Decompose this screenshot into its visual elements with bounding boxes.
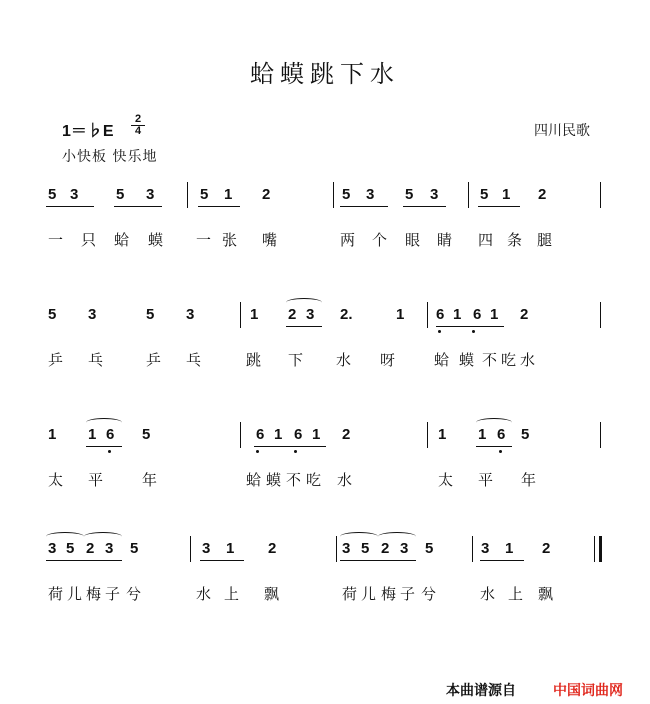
note: 1 (250, 306, 259, 323)
duration-underline (403, 206, 446, 207)
barline (427, 422, 428, 448)
note: 3 (70, 186, 79, 203)
lyric-char: 兮 (421, 585, 437, 603)
note: 3 (400, 540, 409, 557)
lyric-char: 不 (482, 351, 498, 369)
lyric-char: 太 (438, 471, 454, 489)
note: 5 (342, 186, 351, 203)
lyric-char: 子 (400, 585, 416, 603)
lyric-char: 乒 (48, 351, 64, 369)
duration-underline (340, 560, 416, 561)
note: 6 (473, 306, 482, 323)
duration-underline (478, 206, 520, 207)
note: 1 (478, 426, 487, 443)
note: 2 (520, 306, 529, 323)
lyric-char: 梅 (86, 585, 102, 603)
note: 6 (436, 306, 445, 323)
duration-underline (114, 206, 162, 207)
note: 3 (342, 540, 351, 557)
lyric-char: 嘴 (262, 231, 278, 249)
duration-underline (480, 560, 524, 561)
note: 3 (430, 186, 439, 203)
time-signature-top: 2 (134, 113, 142, 125)
note: 3 (48, 540, 57, 557)
low-octave-dot (108, 450, 111, 453)
barline (472, 536, 473, 562)
lyric-char: 乓 (88, 351, 104, 369)
note: 1 (274, 426, 283, 443)
note: 1 (396, 306, 405, 323)
note: 5 (405, 186, 414, 203)
note: 1 (312, 426, 321, 443)
footer-site-name: 中国词曲网 (553, 683, 623, 699)
lyric-char: 乒 (146, 351, 162, 369)
key-signature: 1＝♭E (62, 123, 114, 140)
note: 3 (202, 540, 211, 557)
lyric-char: 蛤 (246, 471, 262, 489)
lyric-char: 跳 (246, 351, 262, 369)
lyric-char: 只 (81, 231, 97, 249)
lyric-char: 蛤 (114, 231, 130, 249)
note: 2 (268, 540, 277, 557)
duration-underline (46, 560, 122, 561)
lyric-char: 蟆 (266, 471, 282, 489)
lyric-char: 太 (48, 471, 64, 489)
slur-arc (340, 532, 378, 541)
note: 5 (116, 186, 125, 203)
barline (240, 422, 241, 448)
note: 5 (521, 426, 530, 443)
lyric-char: 腿 (537, 231, 553, 249)
note: 3 (366, 186, 375, 203)
lyric-char: 一 (48, 231, 64, 249)
lyric-char: 平 (88, 471, 104, 489)
lyric-char: 眼 (405, 231, 421, 249)
final-barline-thin (594, 536, 595, 562)
barline (190, 536, 191, 562)
barline (333, 182, 334, 208)
lyric-char: 年 (521, 471, 537, 489)
duration-underline (254, 446, 326, 447)
time-signature (130, 114, 146, 137)
lyric-char: 水 (337, 471, 353, 489)
lyric-char: 蟆 (459, 351, 475, 369)
note: 1 (48, 426, 57, 443)
duration-underline (200, 560, 244, 561)
lyric-char: 荷 (342, 585, 358, 603)
note: 1 (88, 426, 97, 443)
note: 2. (340, 306, 353, 323)
barline (600, 422, 601, 448)
barline (600, 302, 601, 328)
lyric-char: 兮 (126, 585, 142, 603)
lyric-char: 乓 (186, 351, 202, 369)
note: 1 (490, 306, 499, 323)
note: 6 (497, 426, 506, 443)
barline (600, 182, 601, 208)
note: 5 (480, 186, 489, 203)
slur-arc (46, 532, 84, 541)
lyric-char: 张 (222, 231, 238, 249)
lyric-char: 两 (340, 231, 356, 249)
note: 5 (146, 306, 155, 323)
note: 5 (48, 306, 57, 323)
note: 2 (538, 186, 547, 203)
low-octave-dot (256, 450, 259, 453)
lyric-char: 水 (196, 585, 212, 603)
note: 1 (505, 540, 514, 557)
lyric-char: 睛 (437, 231, 453, 249)
lyric-char: 平 (478, 471, 494, 489)
note: 1 (438, 426, 447, 443)
barline (187, 182, 188, 208)
lyric-char: 水 (520, 351, 536, 369)
time-signature-bottom: 4 (134, 125, 142, 137)
lyric-char: 儿 (67, 585, 83, 603)
note: 3 (186, 306, 195, 323)
lyric-char: 上 (508, 585, 524, 603)
lyric-char: 飘 (264, 585, 280, 603)
song-title: 蛤蟆跳下水 (250, 60, 400, 88)
note: 1 (224, 186, 233, 203)
lyric-char: 呀 (380, 351, 396, 369)
barline (336, 536, 337, 562)
duration-underline (476, 446, 512, 447)
tempo-marking: 小快板 快乐地 (62, 149, 158, 165)
note: 5 (425, 540, 434, 557)
barline (468, 182, 469, 208)
lyric-char: 条 (507, 231, 523, 249)
note: 2 (262, 186, 271, 203)
note: 3 (306, 306, 315, 323)
lyric-char: 四 (478, 231, 494, 249)
lyric-char: 年 (142, 471, 158, 489)
lyric-char: 一 (196, 231, 212, 249)
note: 1 (502, 186, 511, 203)
lyric-char: 梅 (381, 585, 397, 603)
slur-arc (286, 298, 322, 307)
low-octave-dot (499, 450, 502, 453)
lyric-char: 蟆 (148, 231, 164, 249)
barline (427, 302, 428, 328)
lyric-char: 吃 (306, 471, 322, 489)
note: 2 (342, 426, 351, 443)
note: 6 (256, 426, 265, 443)
slur-arc (86, 418, 122, 427)
lyric-char: 上 (224, 585, 240, 603)
note: 6 (106, 426, 115, 443)
barline (240, 302, 241, 328)
duration-underline (86, 446, 122, 447)
note: 5 (200, 186, 209, 203)
note: 3 (481, 540, 490, 557)
duration-underline (340, 206, 388, 207)
duration-underline (198, 206, 240, 207)
lyric-char: 不 (286, 471, 302, 489)
lyric-char: 荷 (48, 585, 64, 603)
slur-arc (476, 418, 512, 427)
note: 5 (48, 186, 57, 203)
slur-arc (378, 532, 416, 541)
final-barline-thick (599, 536, 602, 562)
note: 6 (294, 426, 303, 443)
note: 3 (146, 186, 155, 203)
footer-source-label: 本曲谱源自 (446, 683, 516, 699)
lyric-char: 飘 (538, 585, 554, 603)
note: 5 (361, 540, 370, 557)
duration-underline (436, 326, 504, 327)
lyric-char: 个 (372, 231, 388, 249)
lyric-char: 儿 (361, 585, 377, 603)
low-octave-dot (294, 450, 297, 453)
lyric-char: 蛤 (434, 351, 450, 369)
note: 3 (105, 540, 114, 557)
note: 2 (288, 306, 297, 323)
lyric-char: 子 (105, 585, 121, 603)
note: 2 (542, 540, 551, 557)
note: 5 (66, 540, 75, 557)
note: 5 (130, 540, 139, 557)
song-source: 四川民歌 (534, 123, 590, 139)
slur-arc (84, 532, 122, 541)
note: 3 (88, 306, 97, 323)
duration-underline (286, 326, 322, 327)
lyric-char: 吃 (501, 351, 517, 369)
lyric-char: 下 (288, 351, 304, 369)
note: 5 (142, 426, 151, 443)
note: 2 (381, 540, 390, 557)
lyric-char: 水 (336, 351, 352, 369)
low-octave-dot (472, 330, 475, 333)
note: 1 (226, 540, 235, 557)
note: 1 (453, 306, 462, 323)
duration-underline (46, 206, 94, 207)
lyric-char: 水 (480, 585, 496, 603)
low-octave-dot (438, 330, 441, 333)
note: 2 (86, 540, 95, 557)
